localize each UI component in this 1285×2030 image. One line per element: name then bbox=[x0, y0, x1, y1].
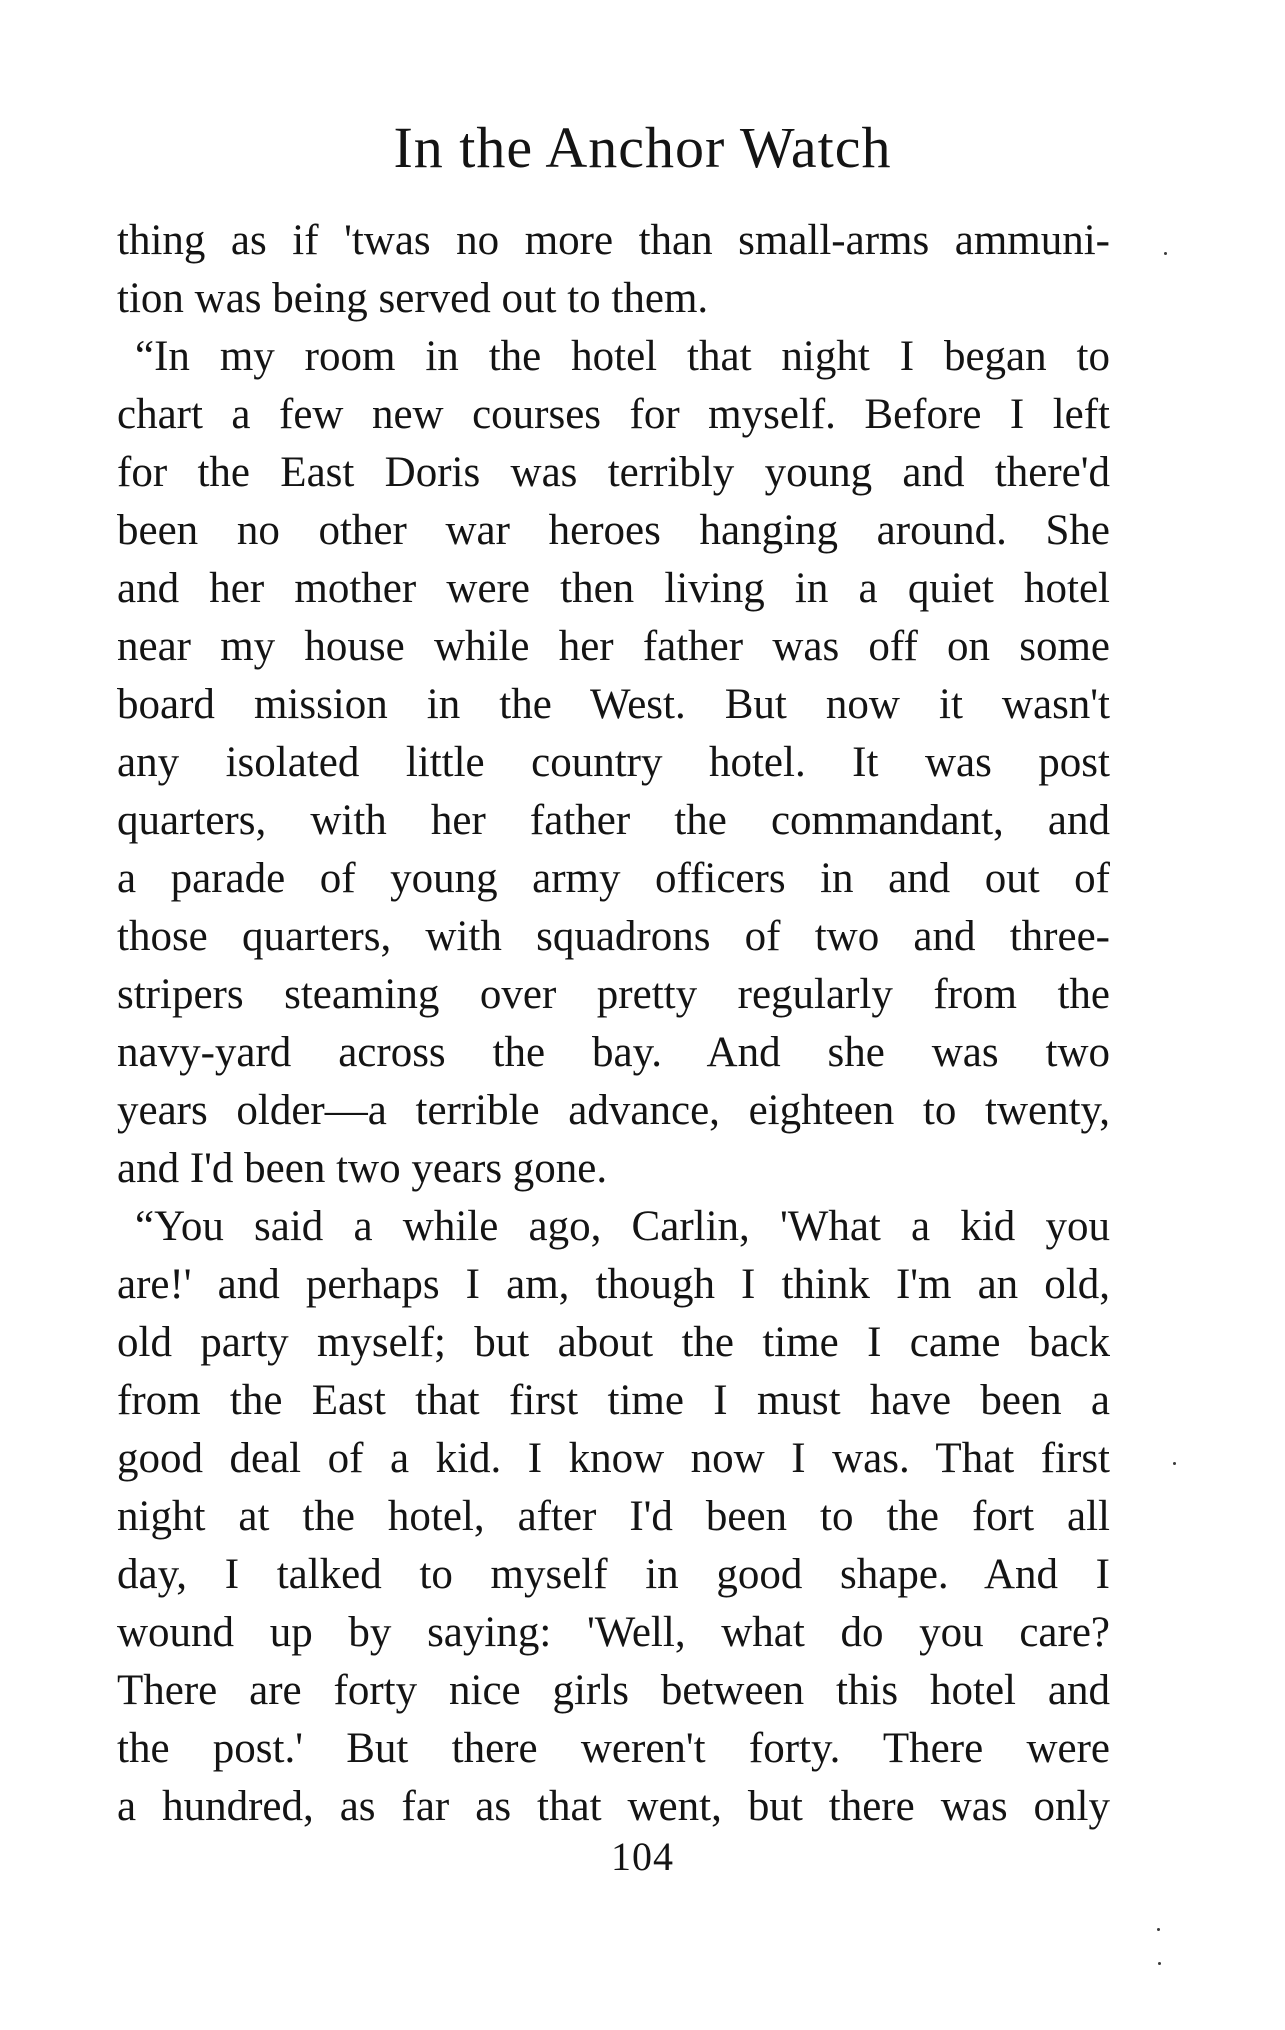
text-line: been no other war heroes hanging around. She bbox=[117, 507, 1110, 554]
text-line: old party myself; but about the time I came back bbox=[117, 1319, 1110, 1366]
body-text bbox=[117, 212, 1110, 1836]
running-head: In the Anchor Watch bbox=[393, 115, 892, 180]
text-line: and I'd been two years gone. bbox=[117, 1145, 608, 1192]
text-line: day, I talked to myself in good shape. And I bbox=[117, 1551, 1110, 1598]
text-line: years older—a terrible advance, eighteen to twenty, bbox=[117, 1087, 1110, 1134]
text-line: a parade of young army officers in and out of bbox=[117, 855, 1110, 902]
text-line: from the East that first time I must have been a bbox=[117, 1377, 1110, 1424]
text-line: near my house while her father was off on some bbox=[117, 623, 1110, 670]
text-line: good deal of a kid. I know now I was. That first bbox=[117, 1435, 1110, 1482]
text-line: the post.' But there weren't forty. There were bbox=[117, 1725, 1110, 1772]
text-line: any isolated little country hotel. It was post bbox=[117, 739, 1110, 786]
text-line: board mission in the West. But now it wasn't bbox=[117, 681, 1110, 728]
scan-speck bbox=[1173, 1462, 1176, 1465]
text-line: There are forty nice girls between this hotel and bbox=[117, 1667, 1110, 1714]
scan-speck bbox=[1158, 1962, 1161, 1965]
text-line: “You said a while ago, Carlin, 'What a kid you bbox=[135, 1203, 1110, 1250]
text-line: wound up by saying: 'Well, what do you care? bbox=[117, 1609, 1110, 1656]
text-line: those quarters, with squadrons of two and three- bbox=[117, 913, 1110, 960]
text-line: stripers steaming over pretty regularly from the bbox=[117, 971, 1110, 1018]
text-line: “In my room in the hotel that night I began to bbox=[135, 333, 1110, 380]
text-line: navy-yard across the bay. And she was two bbox=[117, 1029, 1110, 1076]
text-line: night at the hotel, after I'd been to the fort all bbox=[117, 1493, 1110, 1540]
text-line: are!' and perhaps I am, though I think I'm an old, bbox=[117, 1261, 1110, 1308]
scan-speck bbox=[1157, 1928, 1160, 1931]
page-number: 104 bbox=[611, 1834, 674, 1879]
text-line: tion was being served out to them. bbox=[117, 275, 709, 322]
text-line: quarters, with her father the commandant, and bbox=[117, 797, 1110, 844]
text-line: a hundred, as far as that went, but there was only bbox=[117, 1783, 1110, 1830]
scan-speck bbox=[1164, 252, 1167, 255]
text-line: and her mother were then living in a quiet hotel bbox=[117, 565, 1110, 612]
text-line: thing as if 'twas no more than small-arms ammuni- bbox=[117, 217, 1110, 264]
text-line: for the East Doris was terribly young and there'd bbox=[117, 449, 1110, 496]
text-line: chart a few new courses for myself. Before I left bbox=[117, 391, 1110, 438]
